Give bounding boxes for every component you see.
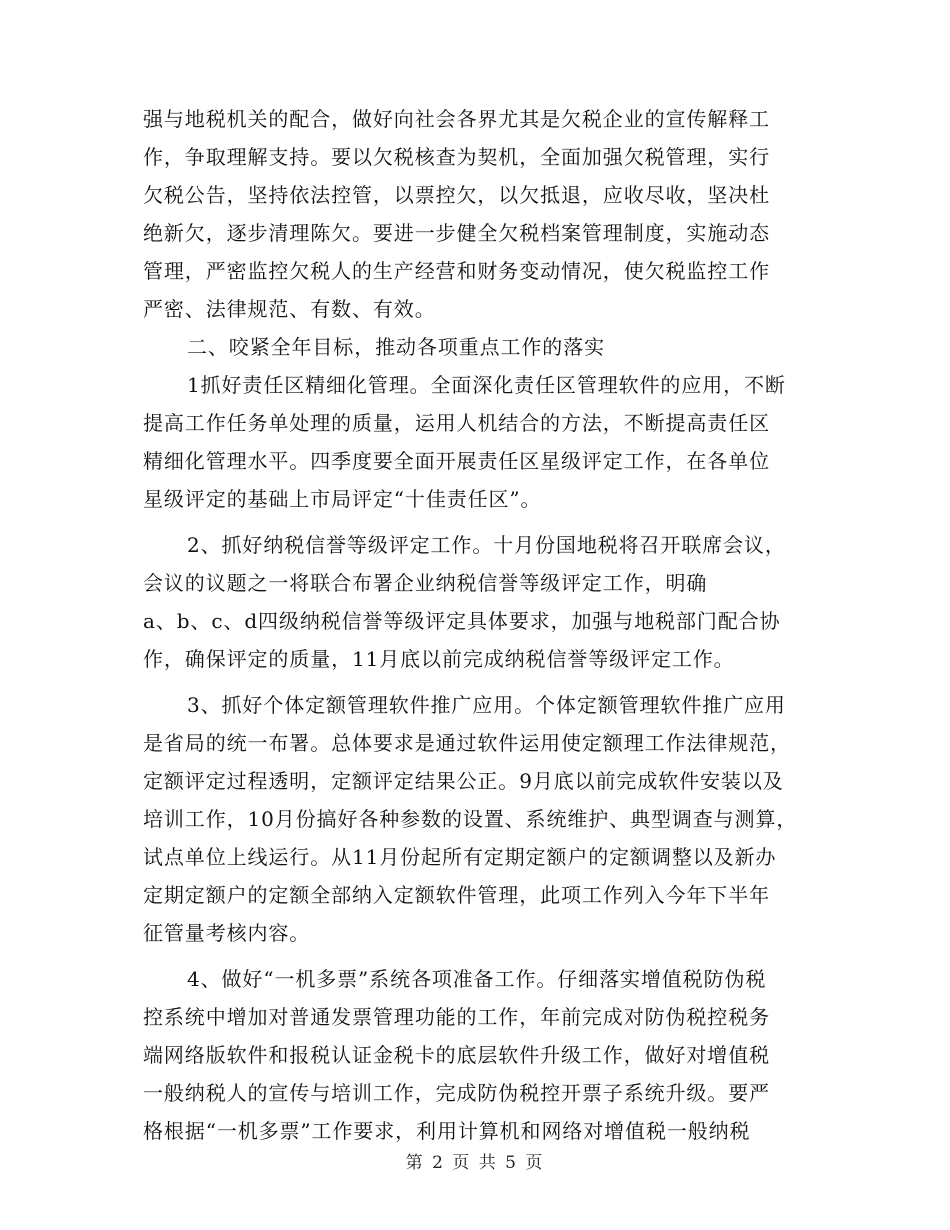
text-line: 定额评定过程透明，定额评定结果公正。9月底以前完成软件安装以及 [143,769,784,793]
text-line: 端网络版软件和报税认证金税卡的底层软件升级工作，做好对增值税 [143,1043,770,1067]
text-line: 严密、法律规范、有数、有效。 [143,297,436,321]
text-line: 作，争取理解支持。要以欠税核查为契机，全面加强欠税管理，实行 [143,145,770,169]
page-number-footer: 第 2 页 共 5 页 [405,1153,545,1173]
text-line: 绝新欠，逐步清理陈欠。要进一步健全欠税档案管理制度，实施动态 [143,221,770,245]
section-heading [143,328,809,366]
text-line: 4、做好“一机多票”系统各项准备工作。仔细落实增值税防伪税 [187,967,767,991]
paragraph [143,686,809,952]
text-line: 提高工作任务单处理的质量，运用人机结合的方法，不断提高责任区 [143,411,770,435]
text-line: 作，确保评定的质量，11月底以前完成纳税信誉等级评定工作。 [143,647,735,671]
text-line: 星级评定的基础上市局评定“十佳责任区”。 [143,487,542,511]
text-line: 精细化管理水平。四季度要全面开展责任区星级评定工作，在各单位 [143,449,770,473]
paragraph [143,960,809,1150]
text-line: 控系统中增加对普通发票管理功能的工作，年前完成对防伪税控税务 [143,1005,770,1029]
text-line: 管理，严密监控欠税人的生产经营和财务变动情况，使欠税监控工作 [143,259,770,283]
text-line: 试点单位上线运行。从11月份起所有定期定额户的定额调整以及新办 [143,845,777,869]
text-line: 是省局的统一布署。总体要求是通过软件运用使定额理工作法律规范， [143,731,791,755]
section-heading-text: 二、咬紧全年目标，推动各项重点工作的落实 [187,335,605,359]
text-line: 会议的议题之一将联合布署企业纳税信誉等级评定工作，明确 [143,571,708,595]
text-line: 培训工作，10月份搞好各种参数的设置、系统维护、典型调查与测算， [143,807,798,831]
text-line: 定期定额户的定额全部纳入定额软件管理，此项工作列入今年下半年 [143,883,770,907]
text-line: 征管量考核内容。 [143,921,311,945]
text-line: 3、抓好个体定额管理软件推广应用。个体定额管理软件推广应用 [187,693,786,717]
document-body [143,100,809,1150]
text-line: a、b、c、d四级纳税信誉等级评定具体要求，加强与地税部门配合协 [143,609,781,633]
paragraph [143,526,809,678]
text-line: 一般纳税人的宣传与培训工作，完成防伪税控开票子系统升级。要严 [143,1081,770,1105]
text-line: 格根据“一机多票”工作要求，利用计算机和网络对增值税一般纳税 [143,1119,751,1143]
text-line: 1抓好责任区精细化管理。全面深化责任区管理软件的应用，不断 [187,373,786,397]
paragraph [143,366,809,518]
paragraph [143,100,809,328]
text-line: 2、抓好纳税信誉等级评定工作。十月份国地税将召开联席会议， [187,533,786,557]
text-line: 强与地税机关的配合，做好向社会各界尤其是欠税企业的宣传解释工 [143,107,770,131]
text-line: 欠税公告，坚持依法控管，以票控欠，以欠抵退，应收尽收，坚决杜 [143,183,770,207]
